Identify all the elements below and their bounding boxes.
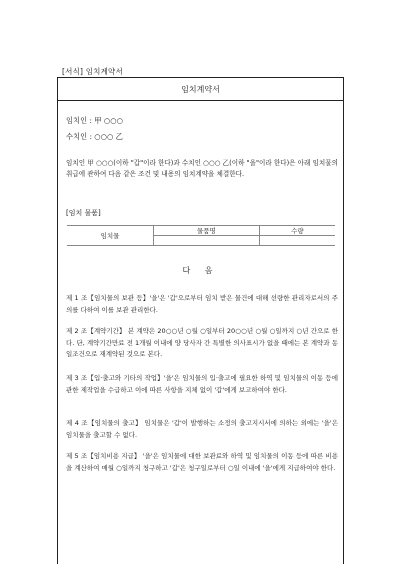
form-label: [서식] 임치계약서: [62, 67, 123, 76]
depositary-line: 수치인 : ○○○ 乙: [66, 132, 123, 141]
clause-2: 제 2 조【계약기간】 본 계약은 20○○년 ○월 ○일부터 20○○년 ○월 ○일까지 ○년 간으로 한다. 단, 계약기간만료 전 1개월 이내에 양 당사자 간 특별한 의사표시가 없을 때에는 본 계약과 동일조건으로 재계약된 것으로 본다.: [66, 327, 338, 358]
contract-frame: [57, 77, 344, 564]
column-header-item-name: 물품명: [154, 226, 260, 236]
clause-4: 제 4 조【임치물의 출고】 임치물은 '갑'이 발행하는 소정의 출고지시서에 의하는 외에는 '을'은 임치물을 출고할 수 없다.: [66, 419, 338, 439]
clause-5: 제 5 조【임치비용 지급】 '을'은 임치물에 대한 보관료와 하역 및 임치물의 이동 등에 따른 비용을 계산하여 매월 ○일까지 청구하고 '갑'은 청구일로부터 ○일 이내에 '을'에게 지급하여야 한다.: [66, 452, 338, 472]
table-cell-quantity: [259, 236, 335, 246]
depositor-line: 임치인 : 甲 ○○○: [66, 116, 123, 125]
clause-3: 제 3 조【입·출고와 기타의 작업】'을'은 임치물의 입·출고에 필요한 하역 및 임치물의 이동 등에 관한 제작업을 수급하고 이에 따른 사항을 지체 없이 '갑'에게 보고하여야 한다.: [66, 374, 338, 394]
title-divider: [58, 100, 343, 101]
section-heading: 다 음: [182, 266, 219, 275]
column-header-quantity: 수량: [259, 226, 335, 236]
items-row-label: 임치물: [67, 226, 154, 246]
items-table: [67, 225, 335, 246]
page-title: 임치계약서: [181, 85, 220, 94]
intro-paragraph: 임치인 甲 ○○○(이하 "갑"이라 한다)과 수치인 ○○○ 乙(이하 "을"이라 한다)은 아래 임치물의 취급에 관하여 다음 같은 조건 및 내용의 임치계약을 체결한다.: [66, 159, 338, 178]
table-cell-item-name: [154, 236, 260, 246]
items-section-label: [임치 물품]: [66, 209, 101, 217]
clause-1: 제 1 조【임치물의 보관 등】'을'은 '갑'으로부터 임치 받은 물건에 대해 선량한 관리자로서의 주의를 다하여 이를 보관 관리한다.: [66, 294, 338, 314]
table-row: [67, 226, 335, 236]
